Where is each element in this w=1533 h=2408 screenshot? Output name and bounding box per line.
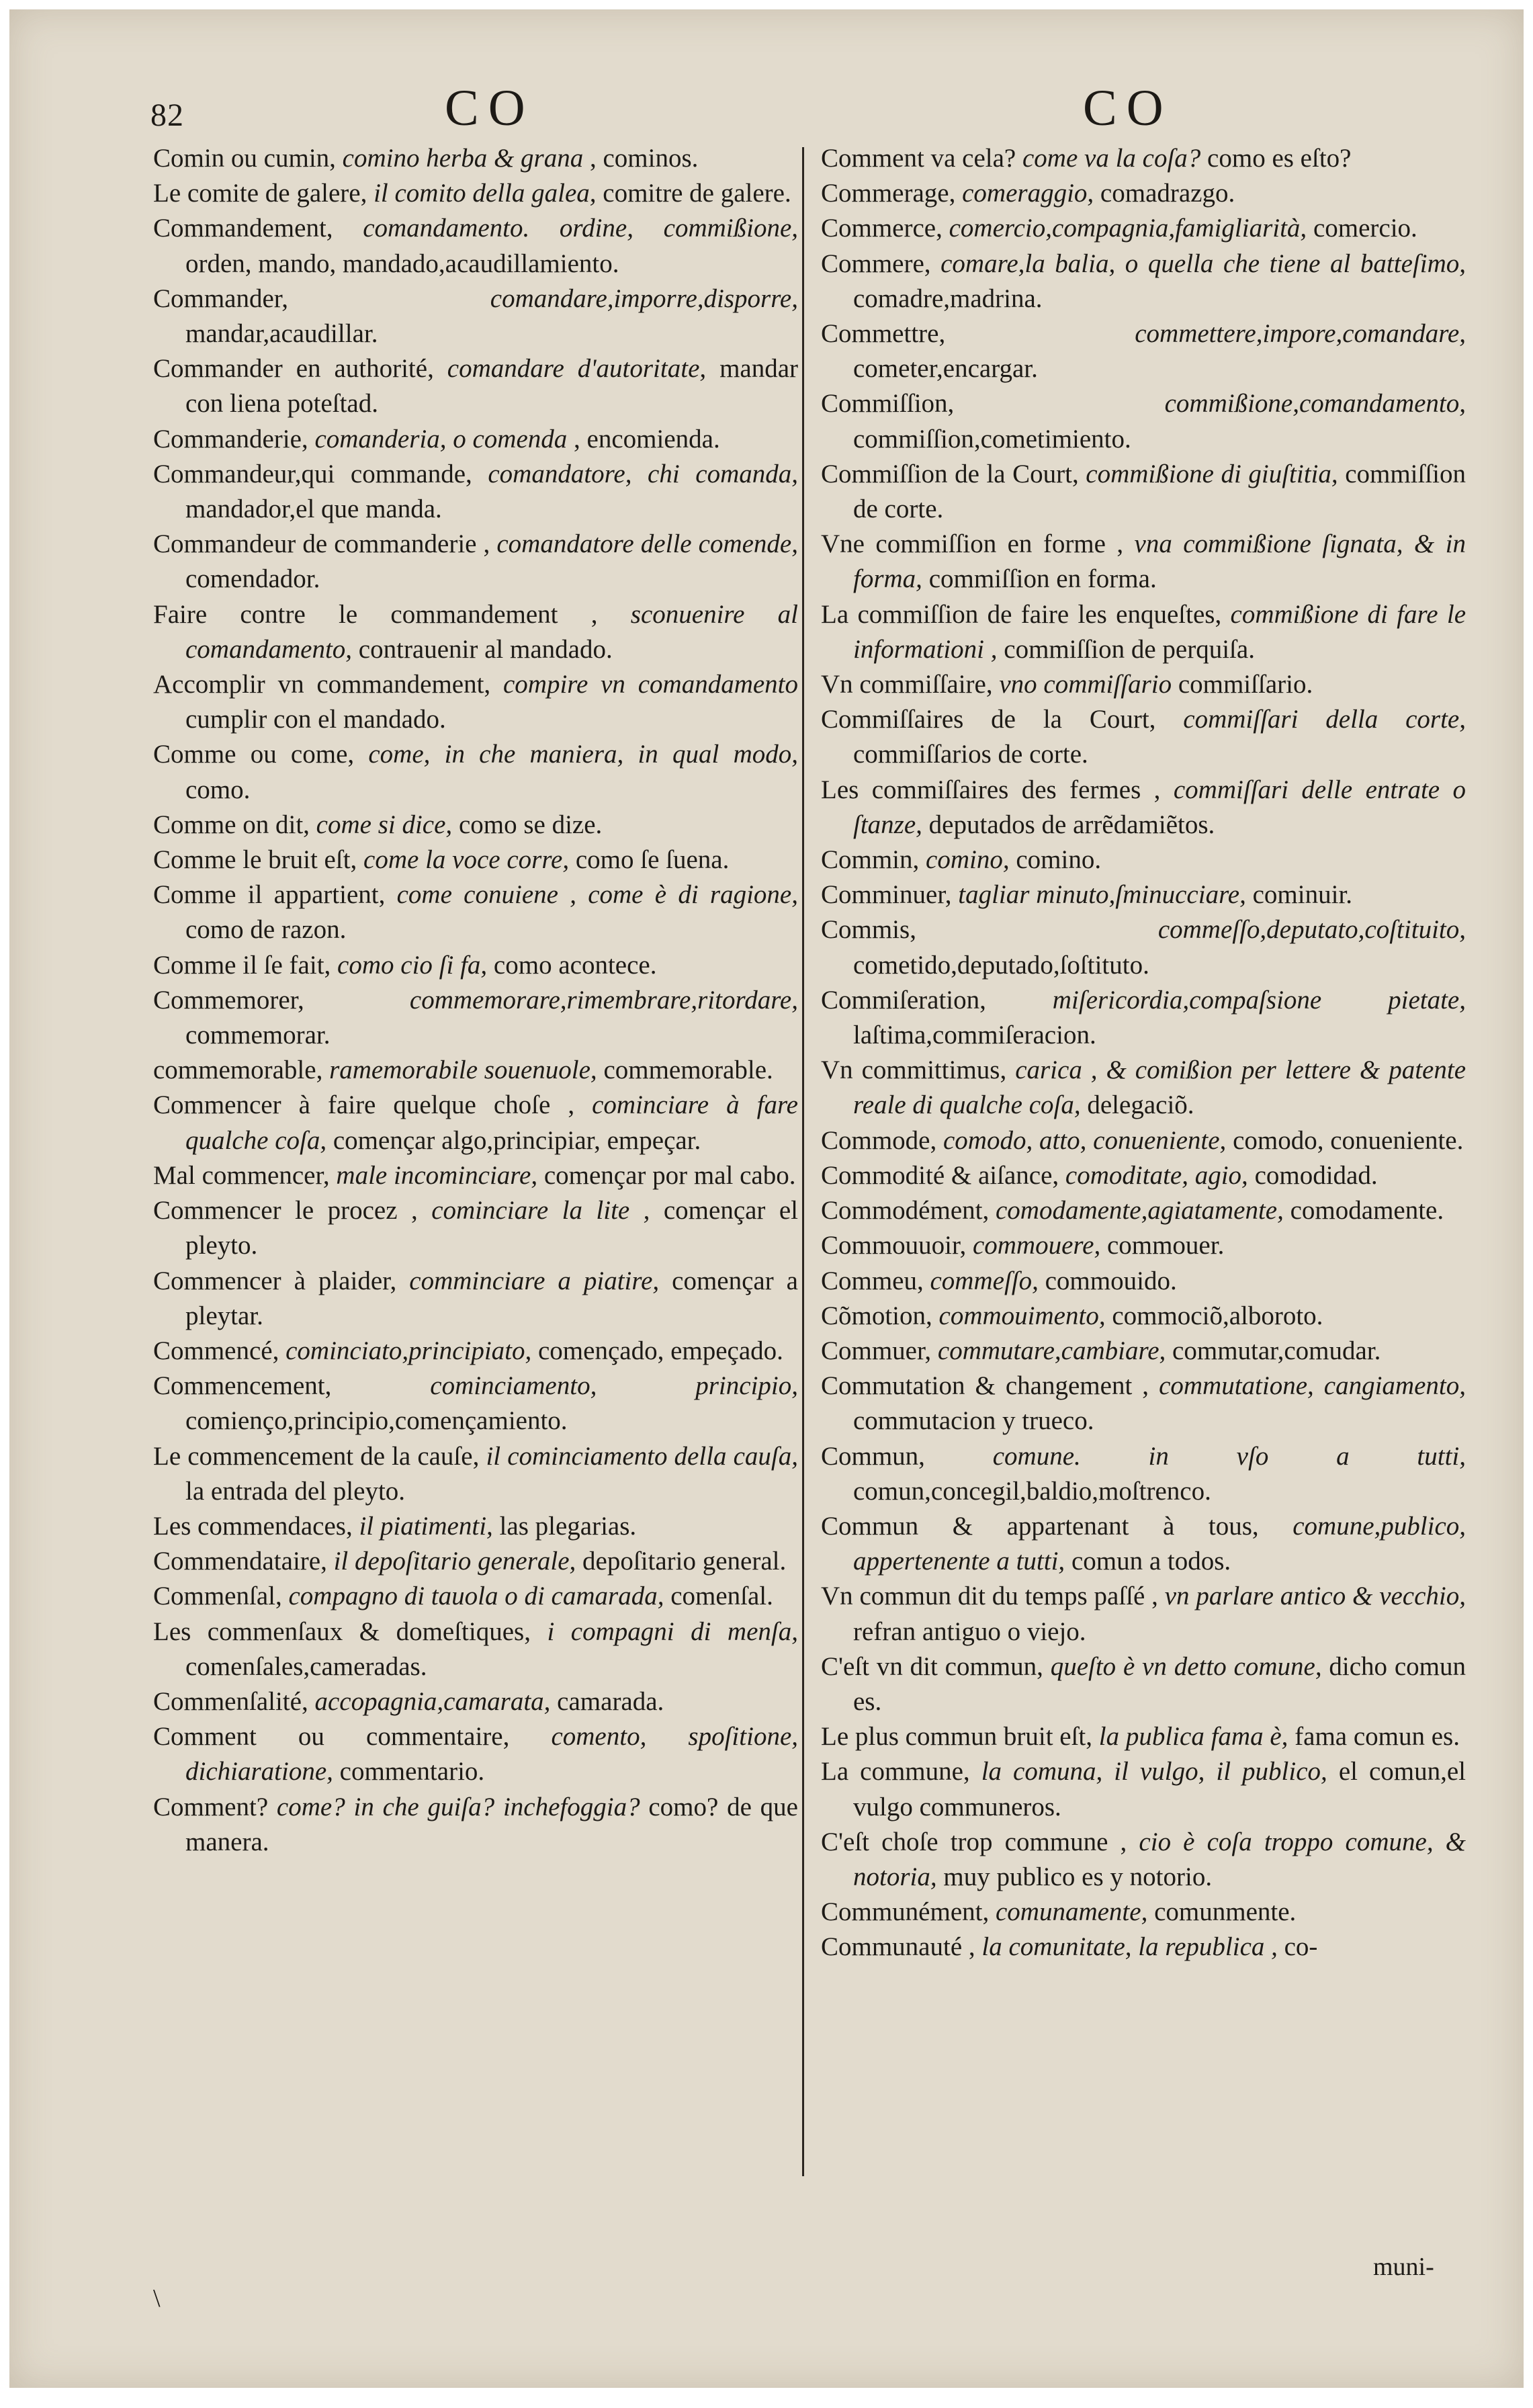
italian-translation: il piatimenti, [359, 1511, 493, 1541]
dictionary-entry [821, 1228, 1466, 1263]
italian-translation: comeraggio, [962, 179, 1094, 208]
column-divider [802, 147, 804, 2176]
italian-translation: cominciato,principiato, [286, 1336, 532, 1365]
headword-french: Comme il appartient, [153, 880, 386, 910]
italian-translation: comoditate, agio, [1065, 1160, 1248, 1190]
spanish-translation: commentario. [339, 1757, 485, 1787]
italian-translation: come la voce corre, [363, 845, 570, 875]
italian-translation: comminciare a piatire, [409, 1266, 660, 1295]
spanish-translation: mandador,el que manda. [185, 494, 442, 524]
headword-french: Comme le bruit eſt, [153, 845, 357, 875]
headword-french: Commendataire, [153, 1547, 327, 1576]
spanish-translation: delegaciõ. [1087, 1090, 1194, 1120]
dictionary-entry [821, 211, 1466, 246]
spanish-translation: cometer,encargar. [853, 354, 1038, 384]
dictionary-entry [153, 1369, 798, 1438]
italian-translation: commiſſari della corte, [1183, 705, 1466, 734]
dictionary-entry [821, 877, 1466, 912]
headword-french: Commandeur de commanderie , [153, 529, 490, 559]
headword-french: Commettre, [821, 319, 946, 349]
dictionary-entry [153, 1684, 798, 1719]
italian-translation: commouimento, [938, 1301, 1106, 1330]
dictionary-entry [821, 247, 1466, 316]
spanish-translation: refran antiguo o viejo. [853, 1617, 1086, 1646]
dictionary-entry [153, 1264, 798, 1334]
dictionary-entry [153, 1158, 798, 1193]
dictionary-entry [153, 843, 798, 877]
italian-translation: compagno di tauola o di camarada, [288, 1582, 664, 1611]
italian-translation: commettere,impore,comandare, [1135, 319, 1466, 349]
headword-french: Commander en authorité, [153, 354, 434, 384]
dictionary-entry [821, 316, 1466, 386]
headword-french: Commemorer, [153, 985, 304, 1015]
dictionary-entry [821, 386, 1466, 456]
spanish-translation: començar el pleyto. [185, 1196, 799, 1260]
dictionary-entry [821, 702, 1466, 772]
dictionary-entry [821, 141, 1466, 176]
headword-french: Les commenſaux & domeſtiques, [153, 1617, 531, 1646]
italian-translation: commiſſari delle entrate o ſtanze, [853, 775, 1466, 839]
dictionary-entry [153, 211, 798, 281]
headword-french: Communément, [821, 1897, 990, 1927]
headword-french: Vn commiſſaire, [821, 670, 993, 699]
headword-french: Le plus commun bruit eſt, [821, 1722, 1093, 1752]
italian-translation: commeſſo,deputato,coſtituito, [1157, 915, 1466, 945]
headword-french: Les commiſſaires des fermes , [821, 775, 1161, 804]
italian-translation: comare,la balia, o quella che tiene al batteſimo, [940, 249, 1466, 278]
italian-translation: como cio ſi fa, [337, 950, 488, 980]
headword-french: Commencement, [153, 1371, 332, 1401]
spanish-translation: laſtima,commiſeracion. [853, 1021, 1096, 1050]
dictionary-entry [153, 597, 798, 667]
dictionary-entry [821, 527, 1466, 597]
dictionary-entry [153, 1053, 798, 1088]
dictionary-entry [153, 1334, 798, 1369]
dictionary-entry [821, 1334, 1466, 1369]
spanish-translation: commouer. [1106, 1231, 1225, 1260]
dictionary-entry [821, 1754, 1466, 1824]
italian-translation: cominciare à fare qualche coſa, [185, 1090, 798, 1155]
italian-translation: comandare d'autoritate, [447, 354, 707, 384]
spanish-translation: orden, mando, mandado,acaudillamiento. [185, 249, 619, 278]
spanish-translation: dicho comun es. [853, 1651, 1466, 1716]
spanish-translation: cometido,deputado,ſoſtituto. [853, 950, 1149, 980]
spanish-translation: commiſſarios de corte. [853, 740, 1088, 769]
italian-translation: carica , & comißion per lettere & patente reale di qualche coſa, [853, 1056, 1466, 1120]
spanish-translation: cominuir. [1252, 880, 1353, 910]
italian-translation: commouere, [972, 1231, 1101, 1260]
headword-french: C'eſt vn dit commun, [821, 1651, 1043, 1681]
dictionary-entry [821, 1930, 1466, 1965]
dictionary-entry [821, 597, 1466, 667]
headword-french: Commouuoir, [821, 1231, 967, 1260]
page-number: 82 [150, 97, 184, 133]
italian-translation: come conuiene , come è di ragione, [396, 880, 798, 910]
italian-translation: i compagni di menſa, [547, 1617, 798, 1646]
spanish-translation: comitre de galere. [603, 179, 791, 208]
spanish-translation: comodo, conueniente. [1233, 1125, 1464, 1155]
italian-translation: comanderia, o comenda [314, 424, 568, 454]
catchword: muni- [1373, 2253, 1434, 2281]
spanish-translation: las plegarias. [499, 1511, 637, 1541]
italian-translation: come va la coſa? [1022, 144, 1201, 173]
dictionary-entry [821, 1509, 1466, 1579]
headword-french: Commiſeration, [821, 985, 986, 1015]
dictionary-entry [153, 948, 798, 983]
dictionary-entry [153, 176, 798, 211]
dictionary-entry [821, 1649, 1466, 1719]
italian-translation: comento, spoſitione, dichiaratione, [185, 1722, 798, 1787]
spanish-translation: camarada. [557, 1686, 664, 1716]
spanish-translation: començar a pleytar. [185, 1266, 798, 1330]
italian-translation: commißione di fare le informationi , [853, 599, 1466, 664]
spanish-translation: comodamente. [1290, 1196, 1444, 1226]
dictionary-entry [153, 1615, 798, 1684]
italian-translation: vn parlare antico & vecchio, [1164, 1582, 1466, 1611]
headword-french: C'eſt choſe trop commune , [821, 1827, 1127, 1856]
dictionary-entry [821, 1158, 1466, 1193]
headword-french: Commin, [821, 845, 920, 875]
spanish-translation: el comun,el vulgo communeros. [853, 1757, 1466, 1821]
right-column [821, 141, 1466, 1965]
headword-french: Commandement, [153, 214, 333, 243]
dictionary-entry [821, 457, 1466, 527]
headword-french: Commodité & aiſance, [821, 1160, 1059, 1190]
headword-french: Commerce, [821, 214, 943, 243]
headword-french: Commerage, [821, 179, 956, 208]
headword-french: Comme ou come, [153, 740, 355, 769]
dictionary-entry [821, 1579, 1466, 1649]
italian-translation: comandatore delle comende, [496, 529, 798, 559]
italian-translation: commeſſo, [930, 1266, 1039, 1295]
stray-mark: \ [153, 2284, 161, 2313]
spanish-translation: deputados de arrẽdamiẽtos. [928, 810, 1215, 839]
dictionary-entry [153, 282, 798, 351]
spanish-translation: contrauenir al mandado. [358, 634, 613, 664]
dictionary-entry [821, 1299, 1466, 1334]
dictionary-entry [153, 1193, 798, 1263]
headword-french: La commune, [821, 1757, 970, 1787]
headword-french: Commis, [821, 915, 916, 945]
spanish-translation: commiſſario. [1178, 670, 1313, 699]
spanish-translation: comendador. [185, 564, 320, 594]
spanish-translation: comadrazgo. [1100, 179, 1235, 208]
dictionary-entry [153, 667, 798, 737]
dictionary-entry [153, 527, 798, 597]
italian-translation: come, in che maniera, in qual modo, [368, 740, 798, 769]
dictionary-entry [821, 843, 1466, 877]
spanish-translation: , encomienda. [574, 424, 720, 454]
headword-french: Commencer le procez , [153, 1196, 418, 1226]
dictionary-entry [153, 1579, 798, 1614]
spanish-translation: mandar con liena poteſtad. [185, 354, 799, 419]
italian-translation: comodamente,agiatamente, [995, 1196, 1284, 1226]
dictionary-entry [153, 457, 798, 527]
italian-translation: cominciamento, principio, [430, 1371, 798, 1401]
spanish-translation: comun a todos. [1071, 1547, 1231, 1576]
italian-translation: cio è coſa troppo comune, & notoria, [853, 1827, 1466, 1891]
italian-translation: commißione di giuſtitia, [1086, 459, 1338, 488]
headword-french: Vn commun dit du temps paſſé , [821, 1582, 1158, 1611]
spanish-translation: comenſales,cameradas. [185, 1651, 427, 1681]
dictionary-entry [821, 1053, 1466, 1123]
italian-translation: la comunitate, la republica , [981, 1932, 1278, 1962]
dictionary-entry [153, 1544, 798, 1579]
dictionary-entry [821, 1123, 1466, 1158]
left-column [153, 141, 798, 1860]
italian-translation: sconuenire al comandamento, [185, 599, 799, 664]
spanish-translation: commemorable. [603, 1056, 773, 1085]
headword-french: Commiſſion de la Court, [821, 459, 1079, 488]
headword-french: Commiſſaires de la Court, [821, 705, 1156, 734]
spanish-translation: depoſitario general. [582, 1547, 787, 1576]
italian-translation: comandamento. ordine, commißione, [363, 214, 798, 243]
spanish-translation: comunmente. [1154, 1897, 1297, 1927]
spanish-translation: començado, empeçado. [538, 1336, 783, 1365]
headword-french: Commandeur,qui commande, [153, 459, 472, 488]
headword-french: Commun & appartenant à tous, [821, 1511, 1259, 1541]
headword-french: Le commencement de la cauſe, [153, 1441, 480, 1471]
spanish-translation: como de razon. [185, 915, 347, 945]
headword-french: Commencé, [153, 1336, 279, 1365]
spanish-translation: fama comun es. [1295, 1722, 1460, 1752]
headword-french: Comment ou commentaire, [153, 1722, 510, 1752]
spanish-translation: commociõ,alboroto. [1112, 1301, 1323, 1330]
headword-french: Le comite de galere, [153, 179, 367, 208]
spanish-translation: commiſſion de corte. [853, 459, 1466, 524]
italian-translation: comandare,imporre,disporre, [490, 284, 798, 313]
italian-translation: come? in che guiſa? inchefoggia? [276, 1792, 640, 1821]
italian-translation: ramemorabile souenuole, [329, 1056, 597, 1085]
headword-french: Vne commiſſion en forme , [821, 529, 1124, 559]
spanish-translation: muy publico es y notorio. [943, 1862, 1213, 1891]
spanish-translation: comodidad. [1254, 1160, 1378, 1190]
italian-translation: commißione,comandamento, [1164, 389, 1466, 419]
headword-french: Comme on dit, [153, 810, 310, 839]
italian-translation: queſto è vn detto comune, [1050, 1651, 1322, 1681]
italian-translation: il comito della galea, [374, 179, 597, 208]
italian-translation: commemorare,rimembrare,ritordare, [409, 985, 798, 1015]
spanish-translation: mandar,acaudillar. [185, 319, 378, 349]
headword-french: Commode, [821, 1125, 937, 1155]
dictionary-entry [821, 1439, 1466, 1509]
spanish-translation: como acontece. [493, 950, 657, 980]
headword-french: Commun, [821, 1441, 925, 1471]
dictionary-entry [153, 1509, 798, 1544]
headword-french: Faire contre le commandement , [153, 599, 598, 629]
italian-translation: commutatione, cangiamento, [1159, 1371, 1466, 1401]
headword-french: Mal commencer, [153, 1160, 330, 1190]
dictionary-entry [153, 1719, 798, 1789]
italian-translation: comune. in vſo a tutti, [992, 1441, 1466, 1471]
spanish-translation: comercio. [1313, 214, 1417, 243]
headword-french: Comment? [153, 1792, 269, 1821]
dictionary-entry [153, 983, 798, 1053]
headword-french: Accomplir vn commandement, [153, 670, 491, 699]
italian-translation: la publica fama è, [1098, 1722, 1288, 1752]
headword-french: Commencer à faire quelque choſe , [153, 1090, 575, 1120]
headword-french: Commere, [821, 249, 931, 278]
italian-translation: accopagnia,camarata, [314, 1686, 551, 1716]
dictionary-entry [153, 1088, 798, 1158]
headword-french: Cõmotion, [821, 1301, 932, 1330]
dictionary-entry [153, 877, 798, 947]
headword-french: Comminuer, [821, 880, 952, 910]
italian-translation: cominciare la lite , [431, 1196, 650, 1226]
italian-translation: comercio,compagnia,famigliarità, [949, 214, 1307, 243]
italian-translation: il depoſitario generale, [333, 1547, 576, 1576]
headword-french: Commuer, [821, 1336, 932, 1365]
italian-translation: vna commißione ſignata, & in forma, [853, 529, 1466, 594]
headword-french: Vn committimus, [821, 1056, 1007, 1085]
spanish-translation: como. [185, 775, 251, 804]
italian-translation: vno commiſſario [999, 670, 1172, 699]
italian-translation: comodo, atto, conueniente, [943, 1125, 1227, 1155]
dictionary-page [9, 9, 1524, 2388]
dictionary-entry [821, 667, 1466, 702]
italian-translation: comino herba & grana [342, 144, 584, 173]
dictionary-entry [821, 1193, 1466, 1228]
italian-translation: il cominciamento della cauſa, [486, 1441, 799, 1471]
headword-french: Comin ou cumin, [153, 144, 336, 173]
italian-translation: la comuna, il vulgo, il publico, [981, 1757, 1327, 1787]
spanish-translation: la entrada del pleyto. [185, 1476, 406, 1506]
dictionary-entry [821, 1369, 1466, 1438]
dictionary-entry [153, 737, 798, 807]
spanish-translation: commutacion y trueco. [853, 1406, 1094, 1436]
headword-french: Commodément, [821, 1196, 990, 1226]
headword-french: commemorable, [153, 1056, 323, 1085]
italian-translation: comandatore, chi comanda, [488, 459, 799, 488]
headword-french: Communauté , [821, 1932, 975, 1962]
spanish-translation: comenſal. [670, 1582, 773, 1611]
headword-french: Commencer à plaider, [153, 1266, 397, 1295]
spanish-translation: comadre,madrina. [853, 284, 1043, 313]
spanish-translation: commemorar. [185, 1021, 331, 1050]
running-header-right: CO [1083, 80, 1173, 136]
dictionary-entry [153, 422, 798, 457]
headword-french: Commanderie, [153, 424, 308, 454]
dictionary-entry [821, 1825, 1466, 1895]
dictionary-entry [153, 808, 798, 843]
italian-translation: come si dice, [316, 810, 453, 839]
spanish-translation: començar por mal cabo. [543, 1160, 796, 1190]
dictionary-entry [153, 1790, 798, 1860]
spanish-translation: commiſſion,cometimiento. [853, 424, 1131, 454]
spanish-translation: commutar,comudar. [1172, 1336, 1381, 1365]
dictionary-entry [153, 141, 798, 176]
spanish-translation: co- [1284, 1932, 1318, 1962]
spanish-translation: comino. [1016, 845, 1102, 875]
dictionary-entry [821, 773, 1466, 843]
spanish-translation: , cominos. [589, 144, 699, 173]
dictionary-entry [821, 1264, 1466, 1299]
headword-french: Commeu, [821, 1266, 924, 1295]
spanish-translation: como ſe ſuena. [575, 845, 730, 875]
spanish-translation: començar algo,principiar, empeçar. [333, 1125, 701, 1155]
headword-french: Comment va cela? [821, 144, 1016, 173]
dictionary-entry [821, 912, 1466, 982]
headword-french: Commiſſion, [821, 389, 955, 419]
dictionary-entry [821, 1895, 1466, 1930]
spanish-translation: como se dize. [458, 810, 603, 839]
headword-french: Commenſal, [153, 1582, 282, 1611]
italian-translation: comino, [926, 845, 1010, 875]
dictionary-entry [821, 1719, 1466, 1754]
running-header-left: CO [445, 80, 535, 136]
headword-french: Commander, [153, 284, 288, 313]
italian-translation: miſericordia,compaſsione pietate, [1052, 985, 1466, 1015]
italian-translation: comunamente, [995, 1897, 1148, 1927]
spanish-translation: comun,concegil,baldio,moſtrenco. [853, 1476, 1211, 1506]
headword-french: Les commendaces, [153, 1511, 353, 1541]
dictionary-entry [821, 983, 1466, 1053]
spanish-translation: como? de que manera. [185, 1792, 798, 1856]
headword-french: Commutation & changement , [821, 1371, 1149, 1401]
dictionary-entry [821, 176, 1466, 211]
headword-french: Comme il ſe fait, [153, 950, 331, 980]
italian-translation: commutare,cambiare, [937, 1336, 1166, 1365]
italian-translation: compire vn comandamento [502, 670, 798, 699]
headword-french: Commenſalité, [153, 1686, 308, 1716]
dictionary-entry [153, 1439, 798, 1509]
italian-translation: comune,publico, appertenente a tutti, [853, 1511, 1466, 1576]
italian-translation: male incominciare, [336, 1160, 538, 1190]
spanish-translation: commiſſion en forma. [928, 564, 1157, 594]
italian-translation: tagliar minuto,ſminucciare, [958, 880, 1246, 910]
spanish-translation: cumplir con el mandado. [185, 705, 446, 734]
spanish-translation: commouido. [1045, 1266, 1177, 1295]
dictionary-entry [153, 351, 798, 421]
spanish-translation: commiſſion de perquiſa. [1004, 634, 1255, 664]
headword-french: La commiſſion de faire les enqueſtes, [821, 599, 1222, 629]
spanish-translation: comienço,principio,començamiento. [185, 1406, 568, 1436]
spanish-translation: como es eſto? [1207, 144, 1352, 173]
